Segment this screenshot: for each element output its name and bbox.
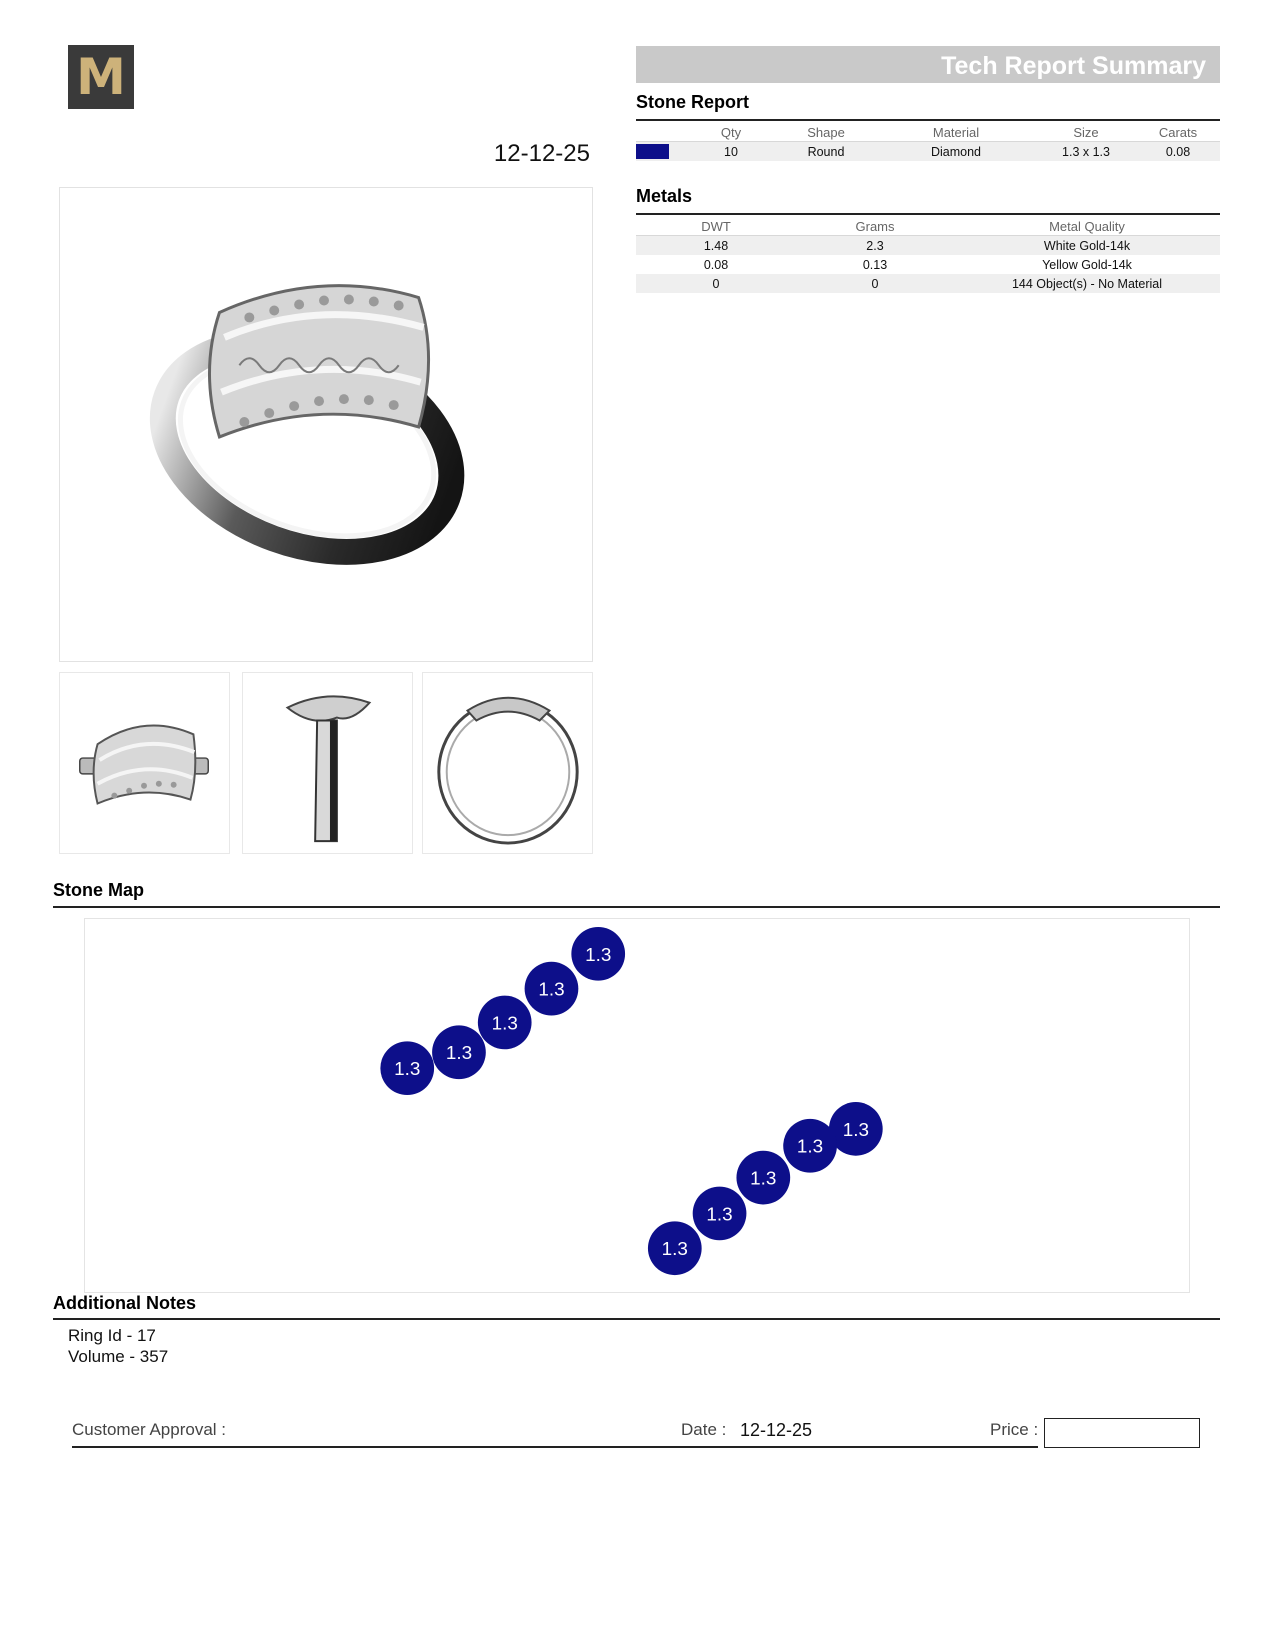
ring-perspective-image bbox=[60, 188, 592, 661]
col-header-shape: Shape bbox=[807, 124, 845, 140]
stone-size-label: 1.3 bbox=[796, 1136, 824, 1158]
report-title-bar: Tech Report Summary bbox=[636, 46, 1220, 83]
col-header-carats: Carats bbox=[1158, 124, 1198, 140]
stone-marker bbox=[693, 1187, 747, 1241]
stone-marker bbox=[525, 962, 579, 1016]
stone-shape: Round bbox=[807, 144, 845, 159]
approval-signature-line bbox=[72, 1446, 1038, 1448]
metals-header-row bbox=[636, 217, 1220, 236]
stone-size-label: 1.3 bbox=[445, 1043, 473, 1065]
logo-letter: M bbox=[76, 48, 126, 106]
customer-approval-label: Customer Approval : bbox=[72, 1420, 227, 1439]
col-header-dwt: DWT bbox=[701, 218, 731, 234]
approval-date-label: Date : bbox=[681, 1420, 727, 1439]
metal-quality: Yellow Gold-14k bbox=[1042, 257, 1132, 272]
stone-size-label: 1.3 bbox=[842, 1119, 869, 1141]
col-header-grams: Grams bbox=[855, 218, 895, 234]
additional-notes-title: Additional Notes bbox=[53, 1293, 196, 1313]
stone-marker bbox=[478, 996, 532, 1050]
stone-marker bbox=[380, 1041, 434, 1095]
thumbnail-front-view bbox=[422, 672, 593, 854]
metal-grams: 0.13 bbox=[862, 257, 888, 272]
metal-grams: 0 bbox=[871, 276, 879, 291]
col-header-size: Size bbox=[1073, 124, 1099, 140]
stone-carats: 0.08 bbox=[1165, 144, 1191, 159]
metals-row bbox=[636, 274, 1220, 293]
col-header-qty: Qty bbox=[720, 124, 742, 140]
note-line: Ring Id - 17 bbox=[68, 1326, 156, 1345]
stone-report-title: Stone Report bbox=[636, 92, 750, 112]
metal-dwt: 0 bbox=[712, 276, 720, 291]
metals-row bbox=[636, 236, 1220, 255]
metal-grams: 2.3 bbox=[866, 238, 884, 253]
stone-size-label: 1.3 bbox=[750, 1168, 777, 1190]
stone-marker bbox=[829, 1102, 883, 1156]
stone-size: 1.3 x 1.3 bbox=[1062, 144, 1110, 159]
price-label: Price : bbox=[990, 1420, 1039, 1439]
metals-row bbox=[636, 255, 1220, 274]
stone-marker bbox=[571, 927, 625, 981]
stone-size-label: 1.3 bbox=[491, 1013, 518, 1035]
stone-report-row bbox=[636, 142, 1220, 161]
stone-size-label: 1.3 bbox=[538, 979, 565, 1001]
col-header-material: Material bbox=[932, 124, 980, 140]
stone-qty: 10 bbox=[724, 144, 738, 159]
thumbnail-top-view bbox=[59, 672, 230, 854]
metal-quality: 144 Object(s) - No Material bbox=[1011, 276, 1163, 291]
stone-marker bbox=[736, 1151, 790, 1205]
stone-marker bbox=[648, 1221, 702, 1275]
metals-table bbox=[636, 217, 1220, 293]
approval-date-value: 12-12-25 bbox=[740, 1420, 813, 1440]
metal-dwt: 0.08 bbox=[703, 257, 729, 272]
col-header-metal-quality: Metal Quality bbox=[1049, 218, 1125, 234]
stone-size-label: 1.3 bbox=[661, 1239, 688, 1261]
stone-marker bbox=[432, 1025, 486, 1079]
report-date: 12-12-25 bbox=[493, 140, 590, 167]
stone-map-rule bbox=[53, 906, 1220, 908]
stone-report-header-row bbox=[636, 123, 1220, 142]
stone-map-panel bbox=[84, 918, 1190, 1293]
stone-map-title: Stone Map bbox=[53, 880, 145, 900]
stone-color-swatch bbox=[636, 144, 669, 159]
stone-map-diagram bbox=[85, 919, 1189, 1292]
stone-material: Diamond bbox=[930, 144, 982, 159]
stone-size-label: 1.3 bbox=[585, 944, 612, 966]
stone-size-label: 1.3 bbox=[706, 1204, 733, 1226]
stone-report-rule bbox=[636, 119, 1220, 121]
metals-title: Metals bbox=[636, 186, 693, 206]
stone-marker bbox=[783, 1119, 837, 1173]
stone-report-table bbox=[636, 123, 1220, 161]
metal-dwt: 1.48 bbox=[703, 238, 729, 253]
metal-quality: White Gold-14k bbox=[1043, 238, 1131, 253]
notes-rule bbox=[53, 1318, 1220, 1320]
note-line: Volume - 357 bbox=[68, 1347, 169, 1366]
company-logo bbox=[68, 45, 134, 109]
thumbnail-side-view bbox=[242, 672, 413, 854]
price-input-box[interactable] bbox=[1044, 1418, 1200, 1448]
stone-size-label: 1.3 bbox=[394, 1059, 421, 1081]
metals-rule bbox=[636, 213, 1220, 215]
main-ring-render bbox=[59, 187, 593, 662]
